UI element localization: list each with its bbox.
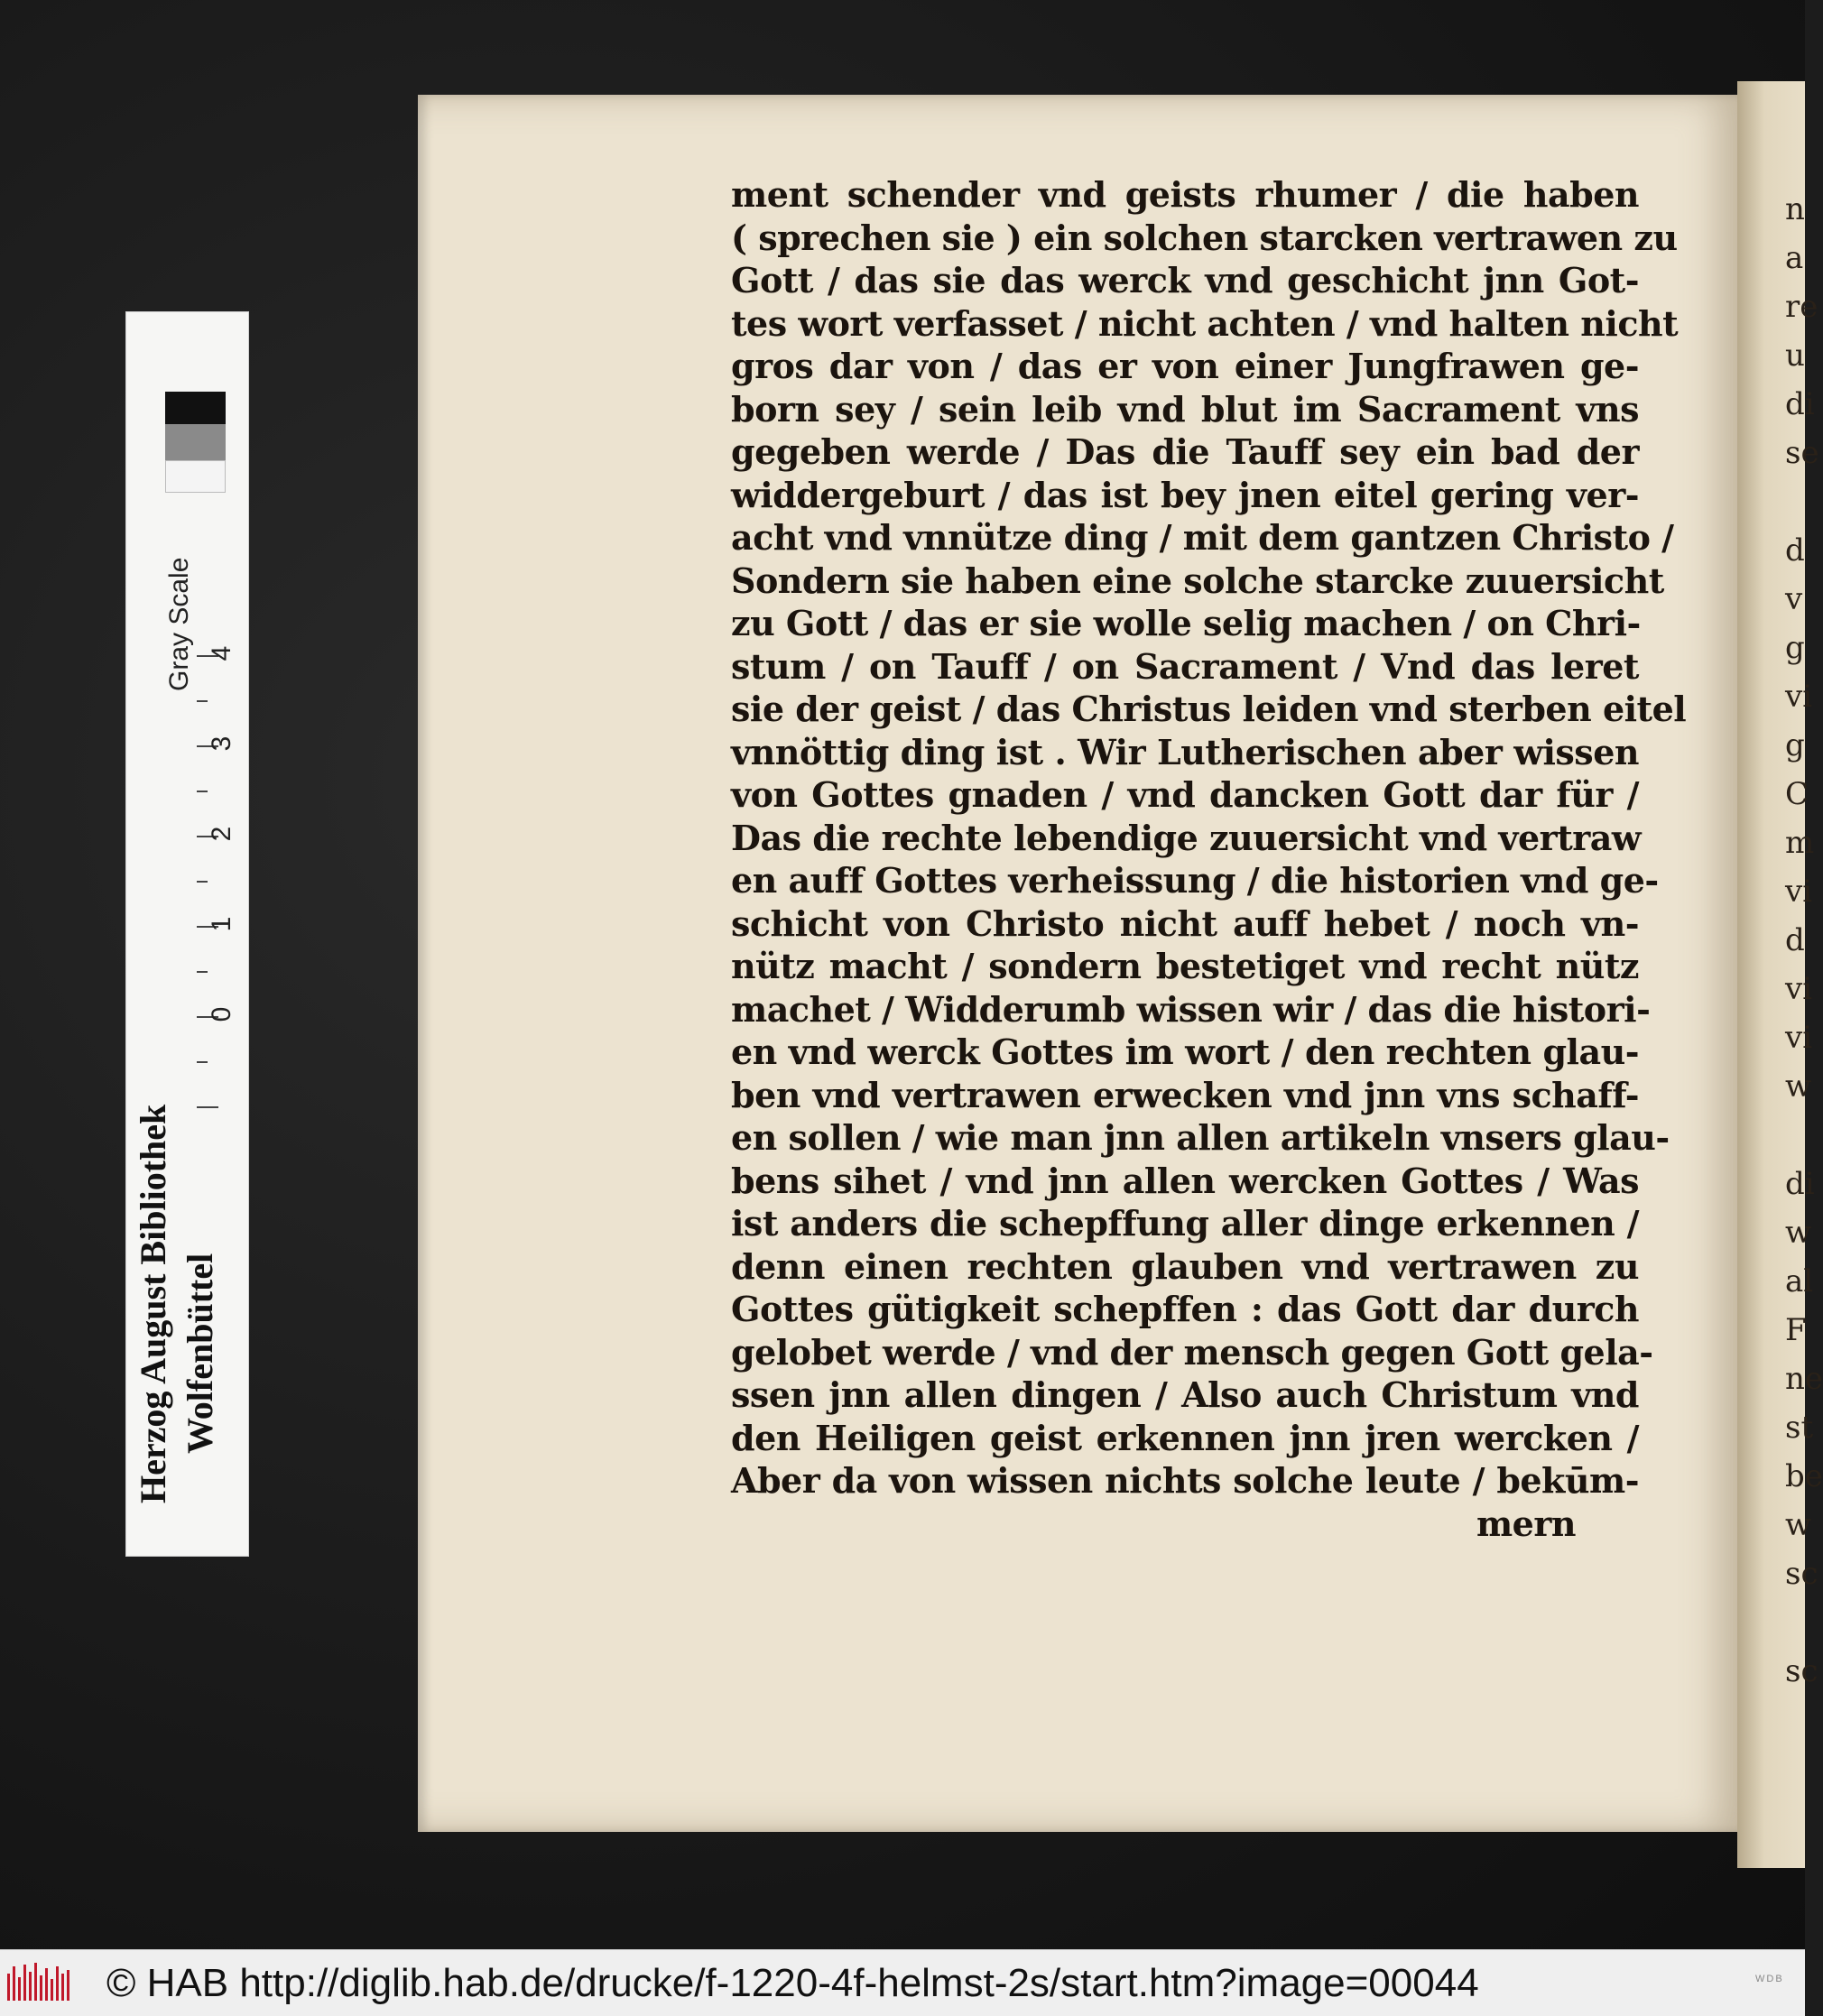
text-line: ( sprechen sie ) ein solchen starcken vertrawen zu	[731, 217, 1678, 258]
text-line: Sondern sie haben eine solche starcke zuuersicht	[731, 559, 1664, 601]
institution-line2: Wolfenbüttel	[180, 1253, 220, 1454]
text-line: bens sihet / vnd jnn allen wercken Gottes / Was	[731, 1160, 1639, 1201]
text-line: gelobet werde / vnd der mensch gegen Gott gela-	[731, 1331, 1653, 1373]
text-line: en vnd werck Gottes im wort / den rechten glau-	[731, 1031, 1639, 1072]
text-line: machet / Widderumb wissen wir / das die histori-	[731, 988, 1651, 1030]
facing-page-text: n a re u di se d v g vi g C m vi d vi vi w di w al F ne st be w sc sc	[1785, 191, 1823, 1689]
page-text	[731, 173, 1687, 1581]
text-line: en sollen / wie man jnn allen artikeln vnsers glau-	[731, 1117, 1670, 1158]
text-line: Gottes gütigkeit schepffen : das Gott dar durch	[731, 1289, 1639, 1329]
gray-scale-label: Gray Scale	[164, 557, 194, 691]
gray-scale-ruler	[125, 311, 249, 1557]
barcode-logo-icon	[5, 1961, 76, 2006]
text-line: ben vnd vertrawen erwecken vnd jnn vns schaff-	[731, 1074, 1639, 1115]
text-line: vnnöttig ding ist . Wir Lutherischen aber wissen	[731, 731, 1639, 772]
text-line: denn einen rechten glauben vnd vertrawen zu	[731, 1245, 1639, 1287]
ruler-number: 3	[207, 735, 236, 752]
ruler-number: 1	[207, 916, 236, 932]
text-line: gegeben werde / Das die Tauff sey ein bad der	[731, 431, 1639, 472]
text-line: ist anders die schepffung aller dinge erkennen /	[731, 1203, 1639, 1244]
text-line: widdergeburt / das ist bey jnen eitel gering ver-	[731, 474, 1639, 515]
institution-label	[130, 1104, 238, 1503]
gray-swatch	[165, 424, 226, 460]
copyright-url: © HAB http://diglib.hab.de/drucke/f-1220-4f-helmst-2s/start.htm?image=00044	[106, 1961, 1479, 2005]
text-line: nütz macht / sondern bestetiget vnd recht nütz	[731, 946, 1639, 986]
ruler-number: 2	[207, 826, 236, 842]
text-line: ssen jnn allen dingen / Also auch Christum vnd	[731, 1374, 1639, 1415]
white-swatch	[165, 460, 226, 493]
text-line: von Gottes gnaden / vnd dancken Gott dar für /	[731, 774, 1639, 815]
black-swatch	[165, 392, 226, 424]
ruler-number: 4	[207, 645, 236, 661]
text-line: mern	[1476, 1503, 1576, 1544]
text-line: den Heiligen geist erkennen jnn jren wercken /	[731, 1417, 1639, 1458]
footer-bar	[0, 1949, 1805, 2016]
text-line: sie der geist / das Christus leiden vnd sterben eitel	[731, 689, 1687, 729]
institution-line1: Herzog August Bibliothek	[133, 1104, 173, 1503]
text-line: born sey / sein leib vnd blut im Sacrament vns	[731, 388, 1639, 430]
text-line: schicht von Christo nicht auff hebet / noch vn-	[731, 902, 1639, 944]
footer-mark: WDB	[1755, 1974, 1784, 1984]
text-line: gros dar von / das er von einer Jungfrawen ge-	[731, 346, 1639, 386]
text-line: zu Gott / das er sie wolle selig machen / on Chri-	[731, 603, 1641, 643]
text-line: Aber da von wissen nichts solche leute / bekūm-	[731, 1460, 1639, 1501]
text-line: stum / on Tauff / on Sacrament / Vnd das leret	[731, 645, 1639, 687]
ruler-number: 0	[207, 1006, 236, 1022]
text-line: Gott / das sie das werck vnd geschicht jnn Got-	[731, 260, 1639, 301]
text-line: en auff Gottes verheissung / die historien vnd ge-	[731, 860, 1659, 901]
text-line: tes wort verfasset / nicht achten / vnd halten nicht	[731, 302, 1679, 344]
text-line: ment schender vnd geists rhumer / die haben	[731, 174, 1639, 215]
text-line: acht vnd vnnütze ding / mit dem gantzen Christo /	[731, 517, 1674, 558]
text-line: Das die rechte lebendige zuuersicht vnd vertraw	[731, 817, 1642, 858]
